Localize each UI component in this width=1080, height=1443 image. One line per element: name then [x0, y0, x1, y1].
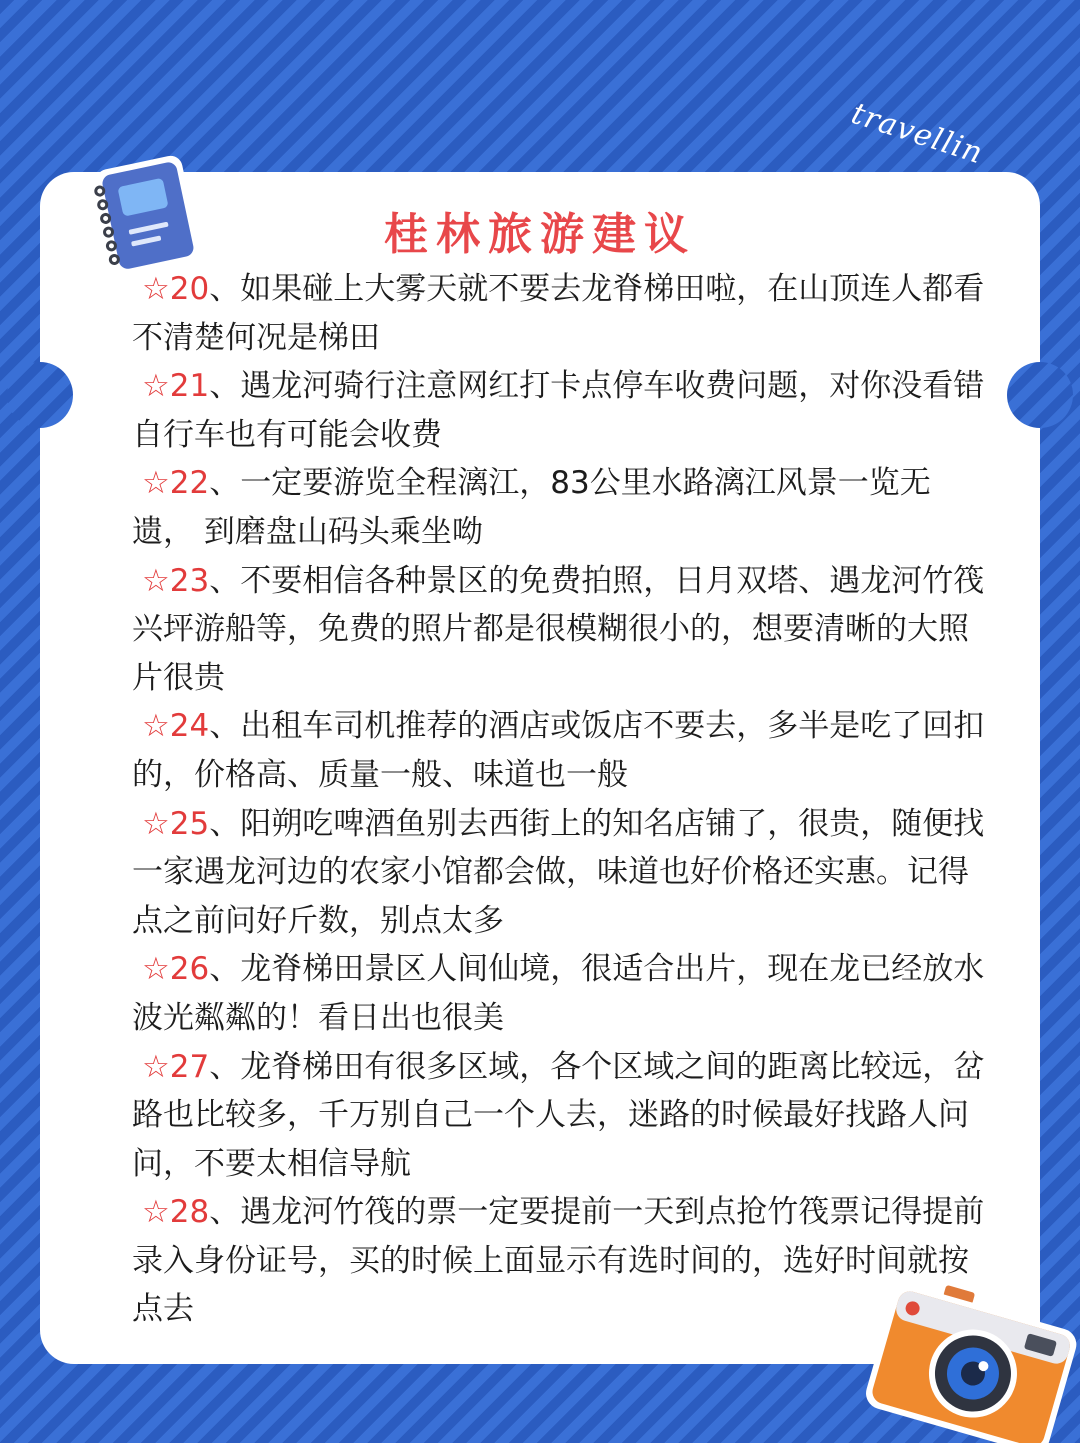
tip-item-24 — [132, 702, 992, 799]
star-icon: ☆ — [142, 368, 170, 405]
tip-text: 、阳朔吃啤酒鱼别去西街上的知名店铺了，很贵，随便找 一家遇龙河边的农家小馆都会做，味道也好价格还实惠。记得 点之前问好斤数，别点太多 — [132, 805, 985, 939]
tip-number: 26 — [169, 951, 210, 988]
tip-item-20 — [132, 265, 992, 362]
star-icon: ☆ — [142, 708, 170, 745]
tip-number: 21 — [169, 368, 210, 405]
star-icon: ☆ — [142, 271, 170, 307]
star-icon: ☆ — [142, 1194, 170, 1231]
travelling-handwriting: travellin — [847, 96, 988, 172]
star-icon: ☆ — [142, 465, 170, 502]
card-notch-left — [7, 362, 73, 428]
tip-text: 、龙脊梯田景区人间仙境，很适合出片，现在龙已经放水 波光粼粼的！看日出也很美 — [132, 951, 985, 1036]
tip-text: 、如果碰上大雾天就不要去龙脊梯田啦，在山顶连人都看 不清楚何况是梯田 — [132, 271, 985, 356]
tip-text: 、遇龙河骑行注意网红打卡点停车收费问题，对你没看错 自行车也有可能会收费 — [132, 368, 985, 453]
tip-text: 、龙脊梯田有很多区域，各个区域之间的距离比较远，岔 路也比较多，千万别自己一个人去，迷路的时候最好找路人问 问，不要太相信导航 — [132, 1048, 985, 1182]
tips-list — [132, 265, 992, 1334]
tip-item-22 — [132, 459, 992, 556]
tip-item-27 — [132, 1043, 992, 1189]
tip-number: 25 — [169, 805, 210, 842]
tip-number: 22 — [169, 465, 210, 502]
tip-text: 、出租车司机推荐的酒店或饭店不要去，多半是吃了回扣 的，价格高、质量一般、味道也一般 — [132, 708, 985, 793]
tip-number: 23 — [169, 562, 210, 599]
star-icon: ☆ — [142, 1048, 170, 1085]
tip-number: 20 — [169, 271, 210, 307]
tip-text: 、一定要游览全程漓江，83公里水路漓江风景一览无遗， 到磨盘山码头乘坐呦 — [132, 465, 931, 550]
tip-item-23 — [132, 557, 992, 703]
tip-item-25 — [132, 800, 992, 946]
camera-icon — [858, 1282, 1080, 1443]
star-icon: ☆ — [142, 562, 170, 599]
tip-item-26 — [132, 945, 992, 1042]
tip-number: 27 — [169, 1048, 210, 1085]
tip-item-21 — [132, 362, 992, 459]
star-icon: ☆ — [142, 805, 170, 842]
star-icon: ☆ — [142, 951, 170, 988]
tip-text: 、不要相信各种景区的免费拍照，日月双塔、遇龙河竹筏 兴坪游船等，免费的照片都是很模糊很小的，想要清晰的大照 片很贵 — [132, 562, 985, 696]
tip-text: 、遇龙河竹筏的票一定要提前一天到点抢竹筏票记得提前 录入身份证号，买的时候上面显示有选时间的，选好时间就按 点去 — [132, 1194, 985, 1328]
card-notch-right — [1007, 362, 1073, 428]
tip-number: 28 — [169, 1194, 210, 1231]
page-title: 桂林旅游建议 — [384, 209, 696, 260]
tip-number: 24 — [169, 708, 210, 745]
